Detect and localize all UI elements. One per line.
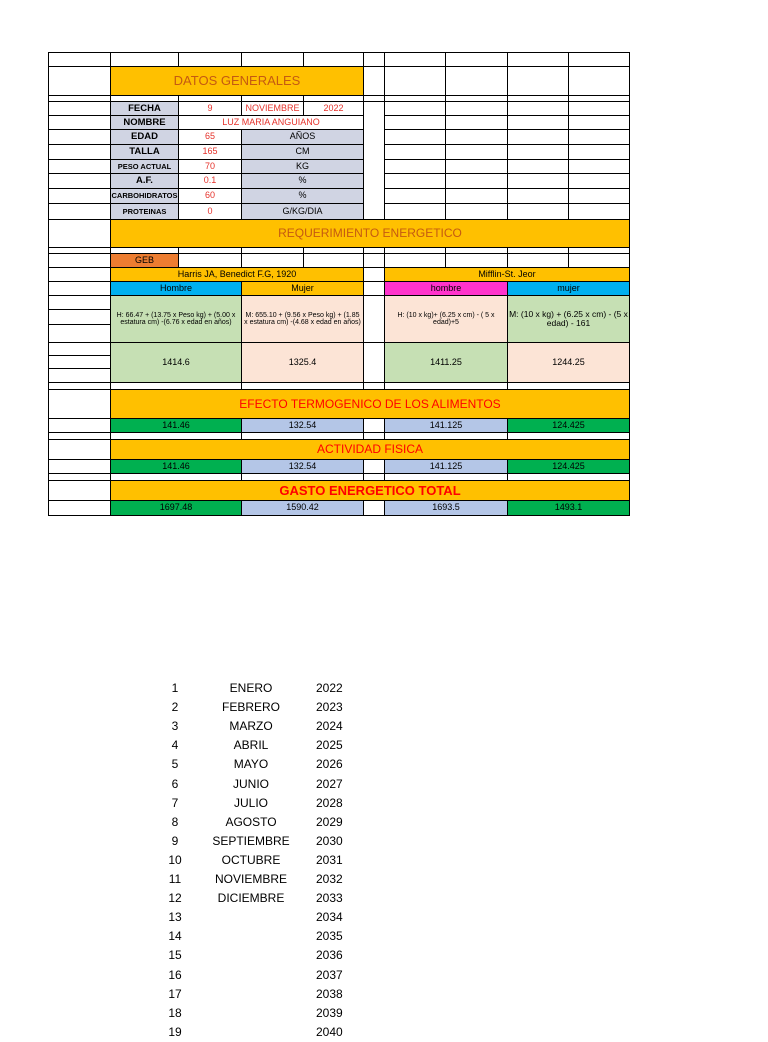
list-number: 15 [168,948,182,963]
list-number: 13 [168,910,182,925]
fecha-mes[interactable]: NOVIEMBRE [241,101,304,116]
mf-hombre-header: hombre [384,281,508,296]
list-month: NOVIEMBRE [214,872,287,886]
list-number: 3 [171,719,179,734]
list-year: 2034 [316,910,343,925]
carb-label: CARBOHIDRATOS [110,188,179,204]
grid-cell[interactable] [48,129,111,145]
prot-value[interactable]: 0 [178,203,242,220]
grid-cell[interactable] [48,459,111,474]
grid-cell[interactable] [48,480,111,501]
list-item [0,679,400,698]
list-item [0,946,400,965]
list-item [0,736,400,755]
grid-cell[interactable] [48,368,111,383]
fecha-label: FECHA [110,101,179,116]
formula-mifflin-mujer: M: (10 x kg) + (6.25 x cm) - (5 x edad) - 161 [507,295,630,343]
af-value[interactable]: 0.1 [178,173,242,189]
list-item [0,985,400,1004]
list-year: 2037 [316,967,343,982]
grid-cell[interactable] [507,115,569,130]
list-year: 2022 [316,681,343,695]
grid-cell[interactable] [48,159,111,174]
grid-cell[interactable] [48,66,111,96]
grid-cell[interactable] [110,52,179,67]
list-number: 4 [171,738,179,753]
eta-harris-hombre: 141.46 [110,418,242,433]
list-number: 1 [171,681,179,695]
nombre-label: NOMBRE [110,115,179,130]
grid-cell[interactable] [568,159,630,174]
grid-cell[interactable] [303,52,364,67]
formula-harris-mujer: M: 655.10 + (9.56 x Peso kg) + (1.85 x estatura cm) -(4.68 x edad en años) [241,295,364,343]
edad-value[interactable]: 65 [178,129,242,145]
list-item [0,1023,400,1042]
formula-mifflin-hombre: H: (10 x kg)+ (6.25 x cm) - ( 5 x edad)+5 [384,295,508,343]
prot-unit: G/KG/DIA [241,203,364,220]
list-number: 19 [168,1024,182,1039]
get-mifflin-hombre: 1693.5 [384,500,508,516]
grid-cell[interactable] [445,52,508,67]
grid-cell[interactable] [507,144,569,160]
formula-harris-hombre: H: 66.47 + (13.75 x Peso kg) + (5.00 x estatura cm) -(6.76 x edad en años) [110,295,242,343]
list-year: 2030 [316,833,343,848]
list-year: 2040 [316,1024,343,1039]
list-month: FEBRERO [221,700,280,715]
hb-hombre-header: Hombre [110,281,242,296]
grid-cell[interactable] [363,500,385,516]
list-year: 2038 [316,986,343,1001]
grid-cell[interactable] [384,101,446,116]
grid-cell[interactable] [507,101,569,116]
list-number: 8 [171,814,179,829]
get-title: GASTO ENERGETICO TOTAL [110,480,630,501]
grid-cell[interactable] [568,115,630,130]
grid-cell[interactable] [507,129,569,145]
list-month: DICIEMBRE [217,891,285,906]
list-number: 2 [171,700,179,715]
list-year: 2027 [316,776,343,791]
list-year: 2026 [316,757,343,772]
mf-mujer-header: mujer [507,281,630,296]
edad-unit: AÑOS [241,129,364,145]
grid-cell[interactable] [178,253,242,268]
grid-cell[interactable] [48,389,111,419]
grid-cell[interactable] [48,173,111,189]
grid-cell[interactable] [445,203,508,220]
list-month: ENERO [229,681,273,695]
grid-cell[interactable] [363,101,385,220]
grid-cell[interactable] [568,101,630,116]
grid-cell[interactable] [445,253,508,268]
grid-cell[interactable] [363,459,385,474]
grid-cell[interactable] [384,159,446,174]
list-number: 14 [168,929,182,944]
list-number: 17 [168,986,182,1001]
grid-cell[interactable] [384,52,446,67]
grid-cell[interactable] [48,203,111,220]
af-harris-hombre: 141.46 [110,459,242,474]
grid-cell[interactable] [445,144,508,160]
talla-value[interactable]: 165 [178,144,242,160]
grid-cell[interactable] [445,188,508,204]
list-item [0,698,400,717]
grid-cell[interactable] [568,129,630,145]
grid-cell[interactable] [384,253,446,268]
grid-cell[interactable] [507,66,569,96]
fecha-anio[interactable]: 2022 [303,101,364,116]
list-item [0,755,400,774]
list-number: 6 [171,776,179,791]
grid-cell[interactable] [384,188,446,204]
list-item [0,775,400,794]
list-item [0,794,400,813]
grid-cell[interactable] [48,324,111,343]
grid-cell[interactable] [363,52,385,67]
grid-cell[interactable] [568,52,630,67]
grid-cell[interactable] [363,267,385,282]
grid-cell[interactable] [48,418,111,433]
list-year: 2028 [316,795,343,810]
list-month: OCTUBRE [221,852,281,867]
list-year: 2024 [316,719,343,734]
grid-cell[interactable] [507,52,569,67]
grid-cell[interactable] [384,115,446,130]
grid-cell[interactable] [445,173,508,189]
grid-cell[interactable] [363,418,385,433]
list-number: 9 [171,833,179,848]
list-number: 16 [168,967,182,982]
af-harris-mujer: 132.54 [241,459,364,474]
list-year: 2031 [316,852,343,867]
list-month: JUNIO [233,776,269,791]
grid-cell[interactable] [48,144,111,160]
grid-cell[interactable] [363,281,385,296]
list-item [0,908,400,927]
list-number: 11 [168,872,182,886]
grid-cell[interactable] [568,144,630,160]
grid-cell[interactable] [48,439,111,460]
list-item [0,889,400,908]
nombre-value[interactable]: LUZ MARIA ANGUIANO [178,115,364,130]
grid-cell[interactable] [507,159,569,174]
grid-cell[interactable] [568,66,630,96]
result-mifflin-mujer: 1244.25 [507,342,630,383]
grid-cell[interactable] [48,219,111,248]
grid-cell[interactable] [384,203,446,220]
peso-unit: KG [241,159,364,174]
grid-cell[interactable] [363,342,385,383]
list-month: JULIO [233,795,268,810]
grid-cell[interactable] [507,203,569,220]
result-harris-hombre: 1414.6 [110,342,242,383]
grid-cell[interactable] [507,188,569,204]
eta-title: EFECTO TERMOGENICO DE LOS ALIMENTOS [110,389,630,419]
get-mifflin-mujer: 1493.1 [507,500,630,516]
list-year: 2029 [316,814,343,829]
grid-cell[interactable] [568,253,630,268]
grid-cell[interactable] [241,253,304,268]
grid-cell[interactable] [507,173,569,189]
harris-benedict-title: Harris JA, Benedict F.G, 1920 [110,267,364,282]
eta-mifflin-mujer: 124.425 [507,418,630,433]
hb-mujer-header: Mujer [241,281,364,296]
grid-cell[interactable] [384,144,446,160]
list-item [0,832,400,851]
result-harris-mujer: 1325.4 [241,342,364,383]
grid-cell[interactable] [48,115,111,130]
list-number: 10 [168,852,182,867]
grid-cell[interactable] [445,129,508,145]
grid-cell[interactable] [568,173,630,189]
talla-unit: CM [241,144,364,160]
list-number: 7 [171,795,179,810]
grid-cell[interactable] [48,267,111,282]
list-year: 2023 [316,700,343,715]
list-item [0,1004,400,1023]
fecha-dia[interactable]: 9 [178,101,242,116]
peso-label: PESO ACTUAL [110,159,179,174]
requerimiento-title: REQUERIMIENTO ENERGETICO [110,219,630,248]
af-mifflin-mujer: 124.425 [507,459,630,474]
grid-cell[interactable] [48,52,111,67]
peso-value[interactable]: 70 [178,159,242,174]
list-month: MARZO [229,719,273,734]
af-unit: % [241,173,364,189]
get-harris-hombre: 1697.48 [110,500,242,516]
grid-cell[interactable] [303,253,364,268]
get-harris-mujer: 1590.42 [241,500,364,516]
list-year: 2033 [316,891,343,906]
grid-cell[interactable] [48,281,111,296]
list-month: AGOSTO [225,814,277,829]
grid-cell[interactable] [48,188,111,204]
list-item [0,813,400,832]
list-year: 2025 [316,738,343,753]
edad-label: EDAD [110,129,179,145]
grid-cell[interactable] [363,66,385,96]
list-number: 5 [171,757,179,772]
grid-cell[interactable] [384,129,446,145]
result-mifflin-hombre: 1411.25 [384,342,508,383]
list-item [0,966,400,985]
datos-generales-title: DATOS GENERALES [110,66,364,96]
grid-cell[interactable] [507,253,569,268]
grid-cell[interactable] [48,309,111,325]
list-year: 2035 [316,929,343,944]
grid-cell[interactable] [48,355,111,369]
prot-label: PROTEINAS [110,203,179,220]
list-number: 12 [168,891,182,906]
grid-cell[interactable] [48,342,111,356]
grid-cell[interactable] [568,188,630,204]
grid-cell[interactable] [568,203,630,220]
af-label: A.F. [110,173,179,189]
list-year: 2036 [316,948,343,963]
list-item [0,717,400,736]
grid-cell[interactable] [445,115,508,130]
grid-cell[interactable] [445,101,508,116]
grid-cell[interactable] [384,66,446,96]
grid-cell[interactable] [48,253,111,268]
list-item [0,927,400,946]
carb-unit: % [241,188,364,204]
list-item [0,870,400,889]
list-item [0,851,400,870]
grid-cell[interactable] [48,101,111,116]
list-month: ABRIL [233,738,269,753]
grid-cell[interactable] [384,173,446,189]
list-month: SEPTIEMBRE [212,833,290,848]
grid-cell[interactable] [445,66,508,96]
grid-cell[interactable] [445,159,508,174]
list-month: MAYO [233,757,269,772]
carb-value[interactable]: 60 [178,188,242,204]
list-year: 2039 [316,1005,343,1020]
geb-label: GEB [110,253,179,268]
grid-cell[interactable] [241,52,304,67]
grid-cell[interactable] [48,500,111,516]
list-number: 18 [168,1005,182,1020]
mifflin-title: Mifflin-St. Jeor [384,267,630,282]
grid-cell[interactable] [48,295,111,310]
grid-cell[interactable] [363,295,385,343]
actividad-title: ACTIVIDAD FISICA [110,439,630,460]
af-mifflin-hombre: 141.125 [384,459,508,474]
grid-cell[interactable] [363,253,385,268]
list-year: 2032 [316,872,343,886]
eta-mifflin-hombre: 141.125 [384,418,508,433]
grid-cell[interactable] [178,52,242,67]
eta-harris-mujer: 132.54 [241,418,364,433]
talla-label: TALLA [110,144,179,160]
